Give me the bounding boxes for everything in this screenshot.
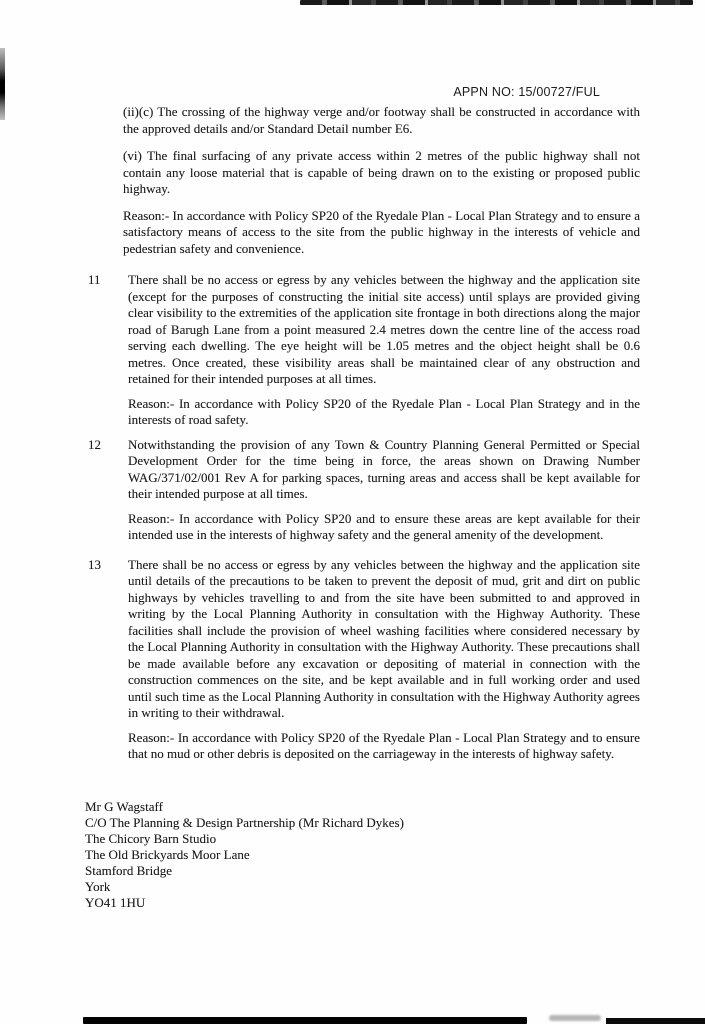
address-line-street: The Old Brickyards Moor Lane: [85, 846, 250, 862]
condition-text-12: Notwithstanding the provision of any Town & Country Planning General Permitted or Special Development Order for the time being in force, the areas shown on Drawing Number WAG/371/02/001 Rev A for parking spaces, turning areas and access shall be kept available for their intended purpose at all times.: [128, 436, 640, 501]
condition-item-12: [88, 437, 640, 544]
condition-reason-11: Reason:- In accordance with Policy SP20 of the Ryedale Plan - Local Plan Strategy and in the interests of road safety.: [128, 395, 640, 427]
address-line-name: Mr G Wagstaff: [85, 798, 163, 814]
application-number: APPN NO: 15/00727/FUL: [453, 85, 600, 99]
address-line-postcode: YO41 1HU: [85, 894, 146, 910]
scan-artifact-bottom-smudge: [549, 1015, 601, 1021]
address-line-town: Stamford Bridge: [85, 862, 173, 878]
recipient-address: [85, 799, 640, 911]
scan-artifact-bottom-bar: [83, 1017, 527, 1024]
condition-body-12: [128, 437, 640, 544]
condition-paragraph-vi: (vi) The final surfacing of any private access within 2 metres of the public highway shall not contain any loose material that is capable of being drawn on to the existing or proposed public highway.: [123, 148, 640, 196]
condition-body-11: [128, 272, 640, 429]
condition-item-13: [88, 557, 640, 763]
condition-reason-access: Reason:- In accordance with Policy SP20 of the Ryedale Plan - Local Plan Strategy and to ensure a satisfactory means of access to the site from the public highway in the interests of vehicle and pedestrian safety and convenience.: [123, 207, 640, 256]
condition-text-13: There shall be no access or egress by any vehicles between the highway and the application site until details of the precautions to be taken to prevent the deposit of mud, grit and dirt on public highways by vehicles travelling to and from the site have been submitted to and approved in writing by the Local Planning Authority in consultation with the Highway Authority. These facilities shall include the provision of wheel washing facilities where considered necessary by the Local Planning Authority in consultation with the Highway Authority. These precautions shall be made available before any excavation or depositing of material in connection with the construction commences on the site, and be kept available and in full working order and used until such time as the Local Planning Authority in consultation with the Highway Authority agrees in writing to their withdrawal.: [128, 556, 640, 720]
condition-number-13: 13: [88, 556, 101, 572]
scan-artifact-bottom-right-bar: [606, 1018, 705, 1024]
condition-reason-13: Reason:- In accordance with Policy SP20 of the Ryedale Plan - Local Plan Strategy and to ensure that no mud or other debris is deposited on the carriageway in the interests of highway safety.: [128, 729, 640, 761]
condition-paragraph-ii-c: (ii)(c) The crossing of the highway verge and/or footway shall be constructed in accordance with the approved details and/or Standard Detail number E6.: [123, 104, 640, 136]
condition-item-11: [88, 272, 640, 429]
address-line-city: York: [85, 878, 111, 894]
condition-number-12: 12: [88, 436, 101, 452]
address-line-co: C/O The Planning & Design Partnership (Mr Richard Dykes): [85, 814, 404, 830]
condition-reason-12: Reason:- In accordance with Policy SP20 and to ensure these areas are kept available for their intended use in the interests of highway safety and the general amenity of the development.: [128, 510, 640, 542]
condition-body-13: [128, 557, 640, 763]
address-line-studio: The Chicory Barn Studio: [85, 830, 217, 846]
condition-text-11: There shall be no access or egress by any vehicles between the highway and the application site (except for the purposes of constructing the initial site access) until splays are provided giving clear visibility to the extremities of the application site frontage in both directions along the major road of Barugh Lane from a point measured 2.4 metres down the centre line of the access road serving each dwelling. The eye height will be 1.05 metres and the object height shall be 0.6 metres. Once created, these visibility areas shall be maintained clear of any obstruction and retained for their intended purposes at all times.: [128, 272, 640, 386]
condition-number-11: 11: [88, 272, 101, 287]
